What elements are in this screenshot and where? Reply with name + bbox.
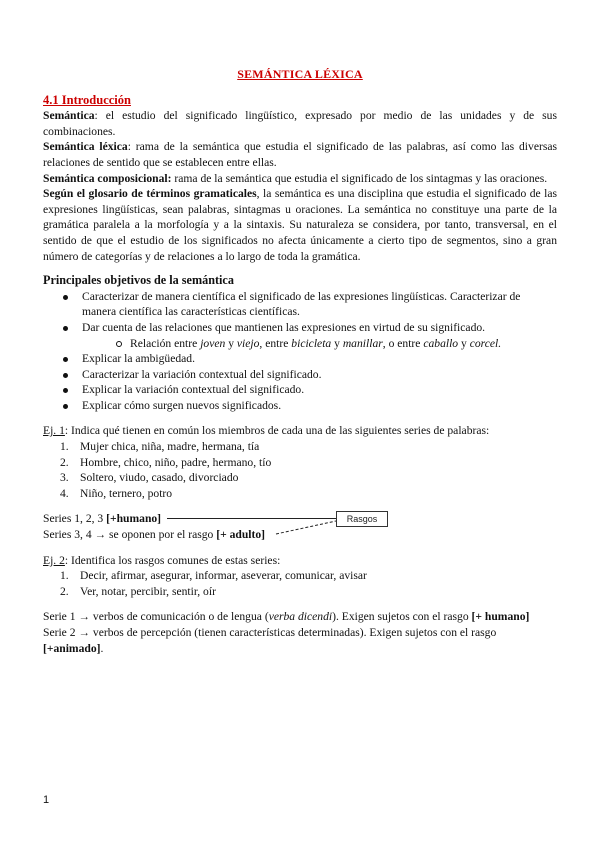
sub-list [82,336,557,352]
exercise-1-list [43,439,557,501]
definition-semantica-lexica [43,139,557,170]
list-item: Explicar la variación contextual del significado. [63,382,557,398]
list-item: Explicar cómo surgen nuevos significados. [63,398,557,414]
exercise-text: : Identifica los rasgos comunes de estas series: [64,553,281,567]
item-number: 1. [60,569,69,583]
text: ). Exigen sujetos con el rasgo [332,610,472,624]
italic-word: bicicleta [291,336,332,350]
item-number: 4. [60,486,69,500]
item-number: 2. [60,584,69,598]
exercise-1-prompt [43,423,557,439]
serie-answer-1 [43,609,557,625]
definition-text: : rama de la semántica que estudia el significado de las palabras, así como las diversas relaciones de sentido que se establecen entre ellas. [43,140,558,169]
exercise-text: : Indica qué tienen en común los miembros de cada una de las siguientes series de palabras: [64,424,490,438]
italic-word: corcel. [469,336,502,350]
list-item [60,439,557,455]
serie-answer-2 [43,625,557,656]
section-heading: 4.1 Introducción [43,92,131,107]
rasgos-box: Rasgos [336,511,388,527]
item-number: 1. [60,440,69,454]
item-text: Decir, afirmar, asegurar, informar, aseverar, comunicar, avisar [80,569,367,583]
objectives-list [43,289,557,414]
feature: [+animado] [43,641,101,655]
italic-word: viejo [236,336,260,350]
term: Semántica [43,109,95,123]
item-text: Niño, ternero, potro [80,486,173,500]
spacer [43,543,557,553]
italic-term: verba dicendi [268,610,333,624]
list-item-text: Dar cuenta de las relaciones que mantienen las expresiones en virtud de su significado. [82,320,486,334]
text: y [458,336,470,350]
feature: [+ humano] [471,610,530,624]
term: Semántica composicional: [43,171,172,185]
objectives-heading: Principales objetivos de la semántica [43,273,234,288]
exercise-1-answers [43,511,557,542]
text: , entre [259,336,292,350]
item-text: Hombre, chico, niño, padre, hermano, tío [80,455,272,469]
text: y [331,336,343,350]
list-item: Explicar la ambigüedad. [63,351,557,367]
exercise-2-list [43,568,557,599]
sub-list-item [116,336,557,352]
list-item [60,470,557,486]
definition-semantica-composicional [43,171,557,187]
definition-semantica [43,108,557,139]
list-item [60,584,557,600]
list-item: Caracterizar de manera científica el significado de las expresiones lingüísticas. Caracterizar de manera científica las características científicas. [63,289,557,320]
list-item [60,568,557,584]
feature: [+humano] [106,512,162,526]
feature: [+ adulto] [216,528,266,542]
list-item: Caracterizar la variación contextual del significado. [63,367,557,383]
italic-word: manillar [342,336,383,350]
item-number: 2. [60,455,69,469]
italic-word: caballo [423,336,459,350]
definition-text: : el estudio del significado lingüístico, expresado por medio de las unidades y de sus combinaciones. [43,109,557,138]
item-text: Soltero, viudo, casado, divorciado [80,471,239,485]
spacer [43,501,557,511]
text: Relación entre [130,336,201,350]
definition-text: , la semántica es una disciplina que estudia el significado de las expresiones lingüísticas, sean palabras, sintagmas u oraciones. La semántica no constituye una parte de la gramática paralela a la morfología y a la sintaxis. Su naturaleza se considera, por tanto, transversal, en el sentido de que el estudio de los significados no afecta únicamente a cierto tipo de segmentos, sino a gran número de categorías y de relaciones a lo largo de toda la gramática. [43,187,557,263]
text: Serie 1 → verbos de comunicación o de lengua ( [43,610,269,624]
text: . [100,641,104,655]
term: Semántica léxica [43,140,128,154]
item-text: Ver, notar, percibir, sentir, oír [80,584,216,598]
list-item [60,486,557,502]
text: Serie 2 → verbos de percepción (tienen características determinadas). Exigen sujetos con el rasgo [43,626,497,639]
page-number: 1 [43,794,50,806]
connector-line-dashed [276,521,336,534]
definition-glosario [43,186,557,264]
list-item [60,455,557,471]
spacer [43,599,557,609]
item-number: 3. [60,471,69,485]
definition-text: rama de la semántica que estudia el significado de los sintagmas y las oraciones. [171,171,548,185]
connector-lines [43,511,343,541]
exercise-label: Ej. 2 [43,553,65,567]
item-text: Mujer chica, niña, madre, hermana, tía [80,440,260,454]
term: Según el glosario de términos gramaticales [43,187,257,201]
text: y [225,336,237,350]
text: Series 1, 2, 3 [43,512,107,526]
text: , o entre [382,336,424,350]
text: Series 3, 4 → se oponen por el rasgo [43,528,217,542]
italic-word: joven [200,336,226,350]
document-title: SEMÁNTICA LÉXICA [237,67,363,81]
exercise-2-prompt [43,553,557,569]
spacer [43,413,557,423]
list-item [63,320,557,351]
page-content [43,67,557,656]
exercise-label: Ej. 1 [43,424,65,438]
